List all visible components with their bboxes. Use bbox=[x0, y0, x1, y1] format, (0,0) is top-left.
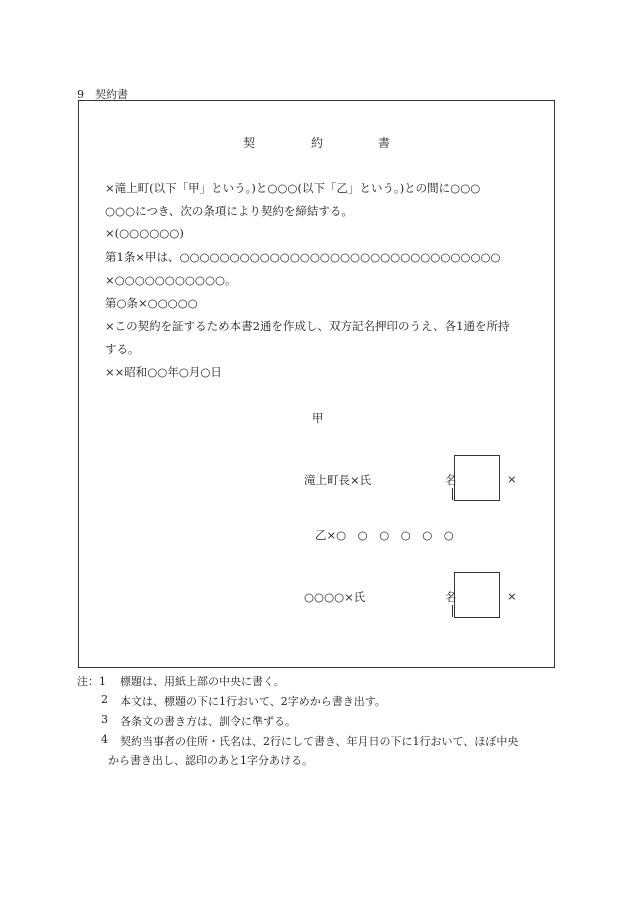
body-line-7: ×この契約を証するため本書2通を作成し、双方記名押印のうえ、各1通を所持 bbox=[105, 319, 510, 333]
party-b-seal-tick bbox=[452, 605, 453, 617]
body-line-3: ×(○○○○○○) bbox=[105, 226, 184, 240]
date-line: ××昭和○○年○月○日 bbox=[105, 365, 222, 379]
note-item-4-cont: から書き出し、認印のあと1字分あける。 bbox=[108, 754, 313, 767]
note-number-4: 4 bbox=[101, 733, 108, 746]
section-heading: 9 契約書 bbox=[77, 88, 128, 101]
note-number-2: 2 bbox=[101, 693, 108, 706]
party-a-seal-char: 名 bbox=[445, 473, 457, 487]
note-item-4: 契約当事者の住所・氏名は、2行にして書き、年月日の下に1行おいて、ほぼ中央 bbox=[120, 735, 519, 748]
body-line-5: ×○○○○○○○○○○○。 bbox=[105, 273, 237, 287]
party-b-trailing-mark: × bbox=[507, 589, 517, 603]
party-b-name: ○○○○×氏 bbox=[304, 590, 366, 604]
note-item-3: 各条文の書き方は、訓令に準ずる。 bbox=[120, 715, 296, 728]
body-line-1: ×滝上町(以下「甲」という。)と○○○(以下「乙」という。)との間に○○○ bbox=[105, 181, 481, 195]
party-a-seal-box bbox=[454, 455, 500, 501]
party-b-seal-char: 名 bbox=[445, 590, 457, 604]
party-a-trailing-mark: × bbox=[507, 472, 517, 486]
body-line-6: 第○条×○○○○○ bbox=[105, 296, 198, 310]
contract-title-char-2: 約 bbox=[311, 136, 324, 150]
body-line-2: ○○○につき、次の条項により契約を締結する。 bbox=[105, 204, 353, 218]
party-b-seal-box bbox=[454, 572, 500, 618]
party-a-seal-tick bbox=[452, 488, 453, 500]
body-line-4: 第1条×甲は、○○○○○○○○○○○○○○○○○○○○○○○○○○○○○○○○ bbox=[105, 250, 501, 264]
body-line-8: する。 bbox=[105, 342, 140, 356]
party-a-label: 甲 bbox=[312, 411, 324, 425]
party-a-name: 滝上町長×氏 bbox=[304, 473, 372, 487]
contract-title-char-3: 書 bbox=[378, 136, 391, 150]
note-prefix: 注：1 bbox=[77, 675, 106, 688]
note-number-3: 3 bbox=[101, 713, 108, 726]
note-item-1: 標題は、用紙上部の中央に書く。 bbox=[120, 675, 285, 688]
party-b-label: 乙×○ ○ ○ ○ ○ ○ bbox=[315, 528, 454, 542]
note-item-2: 本文は、標題の下に1行おいて、2字めから書き出す。 bbox=[120, 695, 386, 708]
contract-title-char-1: 契 bbox=[243, 136, 256, 150]
